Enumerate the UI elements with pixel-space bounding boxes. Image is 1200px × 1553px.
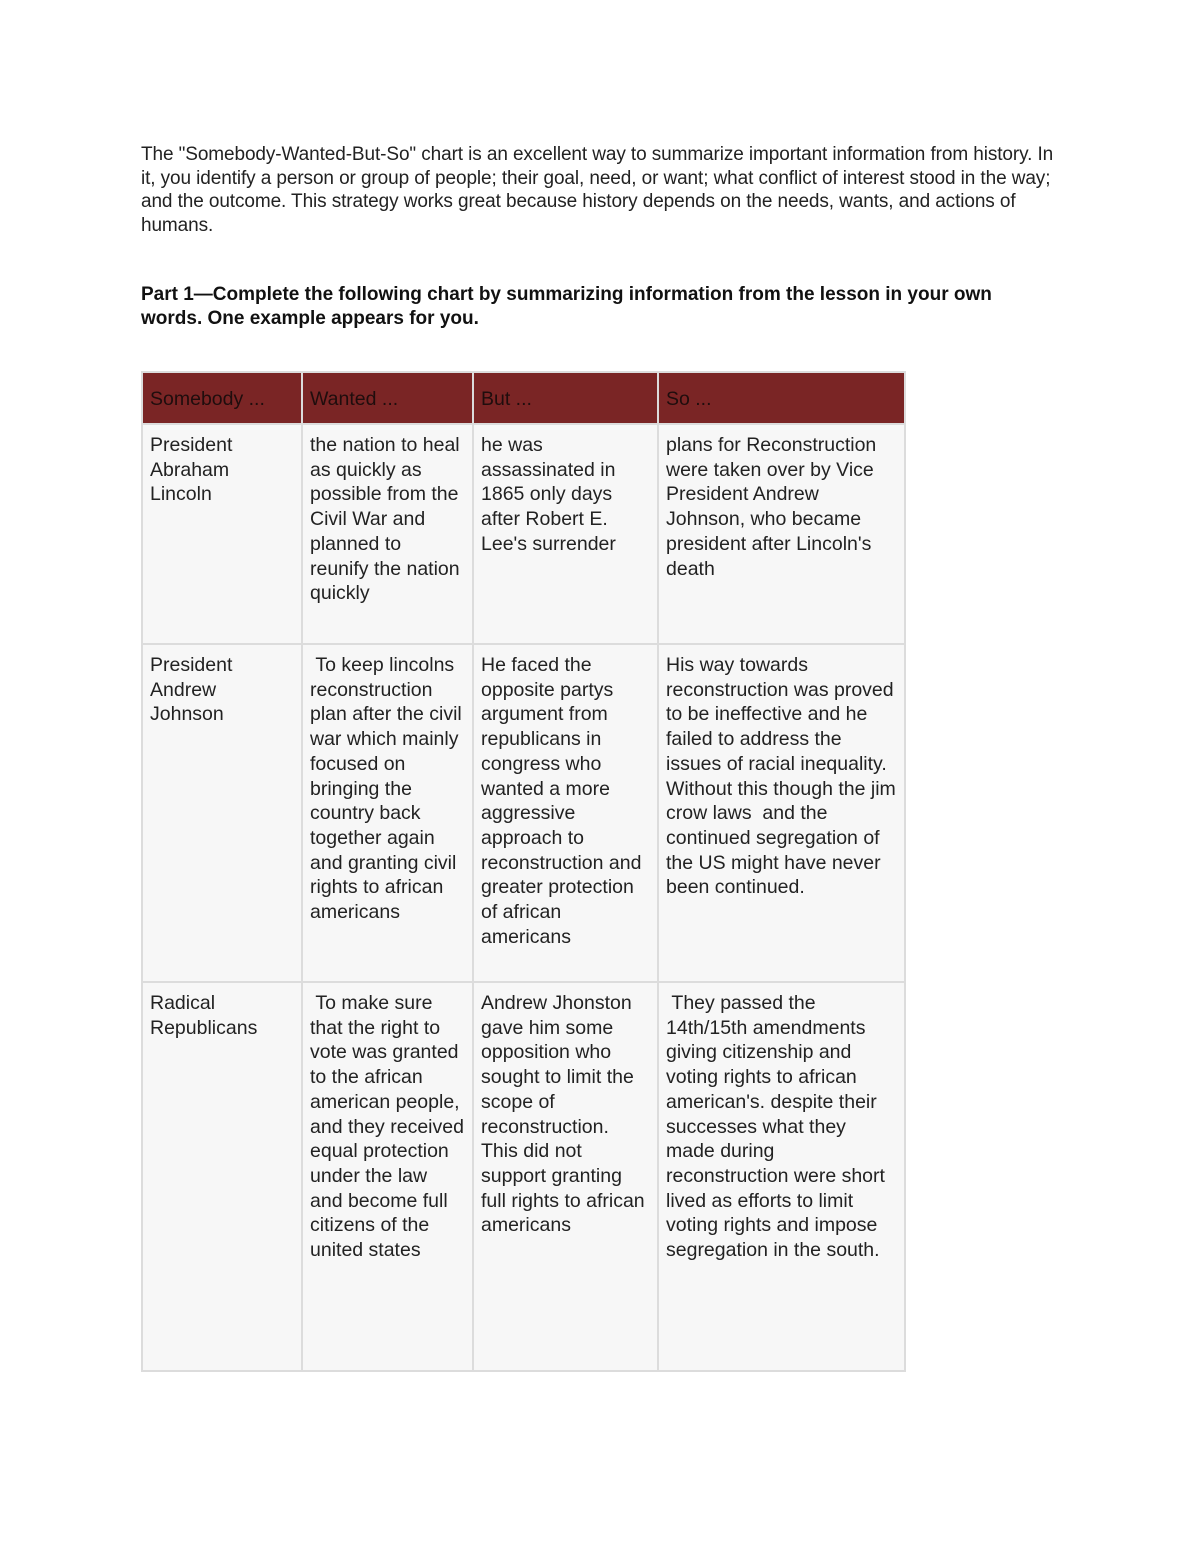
header-but: But ... (473, 372, 658, 424)
cell-wanted: To keep lincolns reconstruction plan after the civil war which mainly focused on bringing the country back together again and granting civil rights to african americans (302, 644, 473, 982)
cell-wanted: To make sure that the right to vote was granted to the african american people, and they received equal protection under the law and become full citizens of the united states (302, 982, 473, 1371)
cell-somebody: President Abraham Lincoln (142, 424, 302, 644)
cell-so: They passed the 14th/15th amendments giving citizenship and voting rights to african american's. despite their successes what they made during reconstruction were short lived as efforts to limit voting rights and impose segregation in the south. (658, 982, 905, 1371)
cell-but: He faced the opposite partys argument from republicans in congress who wanted a more aggressive approach to reconstruction and greater protection of african americans (473, 644, 658, 982)
cell-so: His way towards reconstruction was proved to be ineffective and he failed to address the issues of racial inequality. Without this though the jim crow laws and the continued segregation of the US might have never been continued. (658, 644, 905, 982)
header-so: So ... (658, 372, 905, 424)
cell-so: plans for Reconstruction were taken over by Vice President Andrew Johnson, who became president after Lincoln's death (658, 424, 905, 644)
cell-but: he was assassinated in 1865 only days after Robert E. Lee's surrender (473, 424, 658, 644)
table-row (142, 982, 905, 1371)
table-header-row (142, 372, 905, 424)
table-row (142, 644, 905, 982)
cell-wanted: the nation to heal as quickly as possible from the Civil War and planned to reunify the nation quickly (302, 424, 473, 644)
intro-paragraph: The "Somebody-Wanted-But-So" chart is an excellent way to summarize important information from history. In it, you identify a person or group of people; their goal, need, or want; what conflict of interest stood in the way; and the outcome. This strategy works great because history depends on the needs, wants, and actions of humans. (141, 144, 1054, 236)
somebody-wanted-but-so-table (141, 371, 906, 1372)
part-1-instructions: Part 1—Complete the following chart by summarizing information from the lesson in your own words. One example appears for you. (141, 284, 992, 329)
header-somebody: Somebody ... (142, 372, 302, 424)
cell-somebody: President Andrew Johnson (142, 644, 302, 982)
cell-somebody: Radical Republicans (142, 982, 302, 1371)
table-row (142, 424, 905, 644)
header-wanted: Wanted ... (302, 372, 473, 424)
cell-but: Andrew Jhonston gave him some opposition who sought to limit the scope of reconstruction. This did not support granting full rights to african americans (473, 982, 658, 1371)
